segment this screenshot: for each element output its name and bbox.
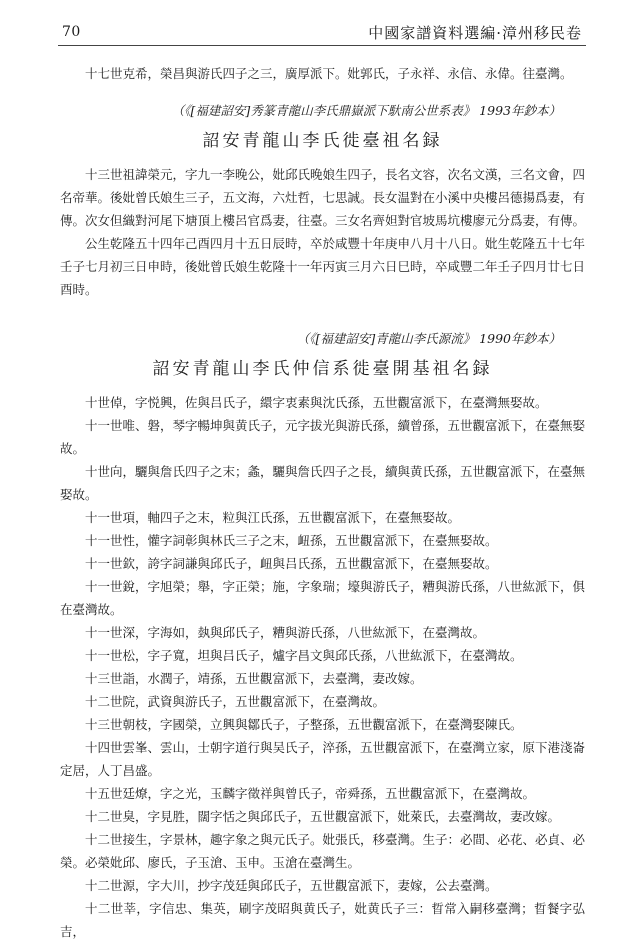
section2-paragraph: 十世向，驪與詹氏四子之末；螽，驪與詹氏四子之長，續與黄氏孫，五世觀富派下，在臺無娶故。 [60, 464, 586, 502]
section2-paragraph: 十一世欽，誇字詞謙與邱氏子，衄與吕氏孫，五世觀富派下，在臺無娶故。 [85, 556, 498, 571]
section2-paragraph: 十一世銳，字旭榮；舉，字正榮；施，字象瑞；壕與游氏子，糟與游氏孫，八世紘派下，俱在臺灣故。 [60, 579, 586, 617]
section2-paragraph: 十三世詣，水潤子，靖孫，五世觀富派下，去臺灣，妻改嫁。 [85, 671, 423, 686]
section2-paragraph: 十一世松，字子寬，坦與吕氏子，爐字昌文與邱氏孫，八世紘派下，在臺灣故。 [85, 648, 523, 663]
section2-paragraph: 十二世臭，字見胜，闊字恬之與邱氏子，五世觀富派下，妣萊氏，去臺灣故，妻改嫁。 [85, 809, 561, 824]
section1-body [60, 163, 585, 301]
header-rule [58, 45, 586, 46]
section2-paragraph: 十一世唯、磐，琴字暢坤與黄氏子，元字拔光與游氏孫，續曾孫，五世觀富派下，在臺無娶故。 [60, 418, 586, 456]
section2-paragraph: 十二世源，字大川，抄字茂廷與邱氏子，五世觀富派下，妻嫁，公去臺灣。 [85, 878, 498, 893]
section2-paragraph: 十四世雲峯、雲山，士朝字道行與吴氏子，淬孫，五世觀富派下，在臺灣立家，原下港淺崙定居，人丁昌盛。 [60, 740, 586, 778]
page-header [0, 0, 628, 48]
section1-title: 詔安青龍山李氏徙臺祖名録 [202, 131, 443, 151]
section2-paragraph: 十二世院，武資與游氏子，五世觀富派下，在臺灣故。 [85, 694, 386, 709]
section2-paragraph: 十三世朝枝，字國榮，立興與鄒氏子，子整孫，五世觀富派下，在臺灣娶陳氏。 [85, 717, 523, 732]
section2-paragraph: 十五世廷燎，字之光，玉麟字徵祥與曾氏子，帝舜孫，五世觀富派下，在臺灣故。 [85, 786, 536, 801]
section2-paragraph: 十世倬，字悦興，佐與吕氏子，繯字衷素與沈氏孫，五世觀富派下，在臺灣無娶故。 [85, 395, 548, 410]
page-number: 70 [62, 24, 81, 40]
section1-paragraph: 十三世祖諱榮元，字九一李晚公，妣邱氏晚娘生四子，長名文容，次名文漢，三名文會，四名帝華。後妣曾氏娘生三子，五文海，六灶哲，七思誠。長女温對在小溪中央樓呂德揚爲妻，有傳。次女但織對河尾下塘頂上樓呂官爲妻，往臺。三女名齊妲對官坡馬坑樓廖元分爲妻，有傳。 [60, 167, 586, 228]
section2-body [60, 391, 585, 943]
section2-title: 詔安青龍山李氏仲信系徙臺開基祖名録 [152, 359, 493, 379]
section1-paragraph: 公生乾隆五十四年己酉四月十五日辰時，卒於咸豐十年庚申八月十八日。妣生乾隆五十七年壬子七月初三日申時，後妣曾氏娘生乾隆十一年丙寅三月六日巳時，卒咸豐二年壬子四月廿七日酉時。 [60, 236, 586, 297]
running-title: 中國家譜資料選編·漳州移民卷 [368, 24, 582, 42]
page-content [60, 62, 585, 943]
section2-paragraph: 十一世性，懽字詞彰與林氏三子之末，衄孫，五世觀富派下，在臺無娶故。 [85, 533, 498, 548]
section2-paragraph: 十一世深，字海如，埶與邱氏子，糟與游氏孫，八世紘派下，在臺灣故。 [85, 625, 486, 640]
section2-paragraph: 十二世莘，字信忠、集英，刷字茂昭與黄氏子，妣黄氏子三：晢常入嗣移臺灣；晢餐字弘吉， [60, 901, 585, 939]
section2-source: （《[福建詔安]青龍山李氏源流》 1990年鈔本） [296, 331, 561, 346]
section2-paragraph: 十二世接生，字景林，趣字象之與元氏子。妣張氏，移臺灣。生子：必間、必花、必貞、必榮。必榮妣邱、廖氏，子玉滄、玉申。玉滄在臺灣生。 [60, 832, 586, 870]
section1-source: （《[福建詔安]秀篆青龍山李氏鼎嶽派下馱南公世系表》 1993年鈔本） [171, 103, 561, 118]
intro-paragraph: 十七世克希，榮昌與游氏四子之三，廣厚派下。妣郭氏，子永祥、永信、永偉。往臺灣。 [85, 66, 573, 81]
section2-paragraph: 十一世項，軸四子之末，粒與江氏孫，五世觀富派下，在臺無娶故。 [85, 510, 461, 525]
